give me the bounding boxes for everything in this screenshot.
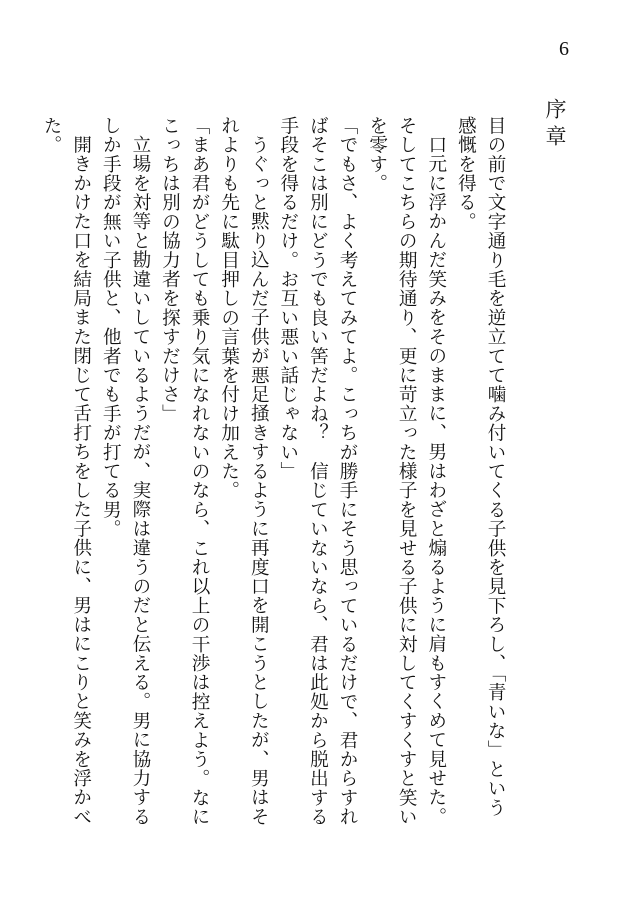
paragraph-3: 「でもさ、よく考えてみてよ。こっちが勝手にそう思っているだけで、君からすればそこは別にどうでも良い筈だよね？ 信じていないなら、君は此処から脱出する手段を得るだけ。お互い悪い話じゃない」 [277, 116, 359, 827]
page-number: 6 [559, 38, 569, 60]
paragraph-2: 口元に浮かんだ笑みをそのままに、男はわざと煽るように肩もすくめて見せた。そしてこちらの期待通り、更に苛立った様子を見せる子供に対してくすくすと笑いを零す。 [366, 116, 447, 827]
paragraph-1: 目の前で文字通り毛を逆立てて噛み付いてくる子供を見下ろし、「青いな」という感慨を得る。 [455, 116, 506, 818]
paragraph-5: 「まあ君がどうしても乗り気になれないのなら、これ以上の干渉は控えよう。なにこっちは別の協力者を探すだけさ」 [159, 116, 211, 827]
paragraph-7: 開きかけた口を結局また閉じて舌打ちをした子供に、男はにこりと笑みを浮かべた。 [41, 116, 92, 826]
paragraph-6: 立場を対等と勘違いしているようだが、実際は違うのだと伝える。男に協力するしか手段が無い子供と、他者でも手が打てる男。 [100, 116, 151, 826]
chapter-heading: 序章 [543, 98, 567, 152]
paragraph-4: うぐっと黙り込んだ子供が悪足掻きするように再度口を開こうとしたが、男はそれよりも先に駄目押しの言葉を付け加えた。 [218, 116, 270, 826]
body-text [41, 116, 510, 836]
